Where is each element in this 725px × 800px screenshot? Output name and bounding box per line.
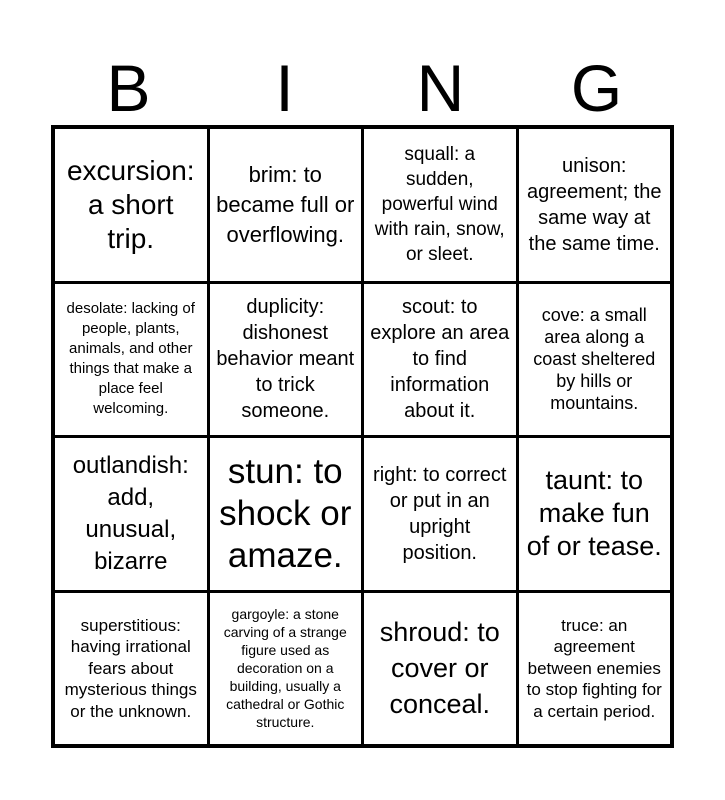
cell-text: truce: an agreement between enemies to stop fighting for a certain period. xyxy=(526,615,662,721)
bingo-cell[interactable] xyxy=(55,438,207,590)
bingo-header xyxy=(51,52,674,124)
cell-text: squall: a sudden, powerful wind with rain, snow, or sleet. xyxy=(374,144,505,266)
bingo-cell[interactable] xyxy=(55,129,207,281)
bingo-cell[interactable] xyxy=(519,593,671,745)
bingo-cell[interactable] xyxy=(364,593,516,745)
bingo-cell[interactable] xyxy=(210,284,362,436)
cell-text: excursion: a short trip. xyxy=(66,154,195,254)
bingo-cell[interactable] xyxy=(55,284,207,436)
cell-text: unison: agreement; the same way at the same time. xyxy=(526,154,662,255)
bingo-cell[interactable] xyxy=(519,129,671,281)
bingo-cell[interactable] xyxy=(364,438,516,590)
cell-text: stun: to shock or amaze. xyxy=(219,451,352,575)
header-letter-g: G xyxy=(570,51,623,125)
bingo-cell[interactable] xyxy=(364,129,516,281)
cell-text: desolate: lacking of people, plants, animals, and other things that make a place feel welcoming. xyxy=(66,300,195,418)
bingo-cell[interactable] xyxy=(210,438,362,590)
bingo-cell[interactable] xyxy=(210,129,362,281)
bingo-cell[interactable] xyxy=(210,593,362,745)
cell-text: taunt: to make fun of or tease. xyxy=(526,465,662,562)
cell-text: gargoyle: a stone carving of a strange figure used as decoration on a building, usually a cathedral or Gothic structure. xyxy=(223,606,347,731)
cell-text: brim: to became full or overflowing. xyxy=(216,161,355,247)
cell-text: superstitious: having irrational fears about mysterious things or the unknown. xyxy=(64,615,197,721)
cell-text: scout: to explore an area to find information about it. xyxy=(370,296,510,423)
header-letter-i: I xyxy=(275,51,294,125)
cell-text: cove: a small area along a coast sheltered by hills or mountains. xyxy=(533,305,656,414)
header-letter-n: N xyxy=(416,51,465,125)
header-letter-b: B xyxy=(106,51,151,125)
cell-text: duplicity: dishonest behavior meant to trick someone. xyxy=(216,296,355,423)
cell-text: outlandish: add, unusual, bizarre xyxy=(72,451,189,575)
cell-text: shroud: to cover or conceal. xyxy=(379,617,500,720)
bingo-cell[interactable] xyxy=(519,438,671,590)
bingo-cell[interactable] xyxy=(55,593,207,745)
bingo-cell[interactable] xyxy=(364,284,516,436)
bingo-board xyxy=(51,125,674,748)
cell-text: right: to correct or put in an upright position. xyxy=(373,463,507,564)
bingo-cell[interactable] xyxy=(519,284,671,436)
